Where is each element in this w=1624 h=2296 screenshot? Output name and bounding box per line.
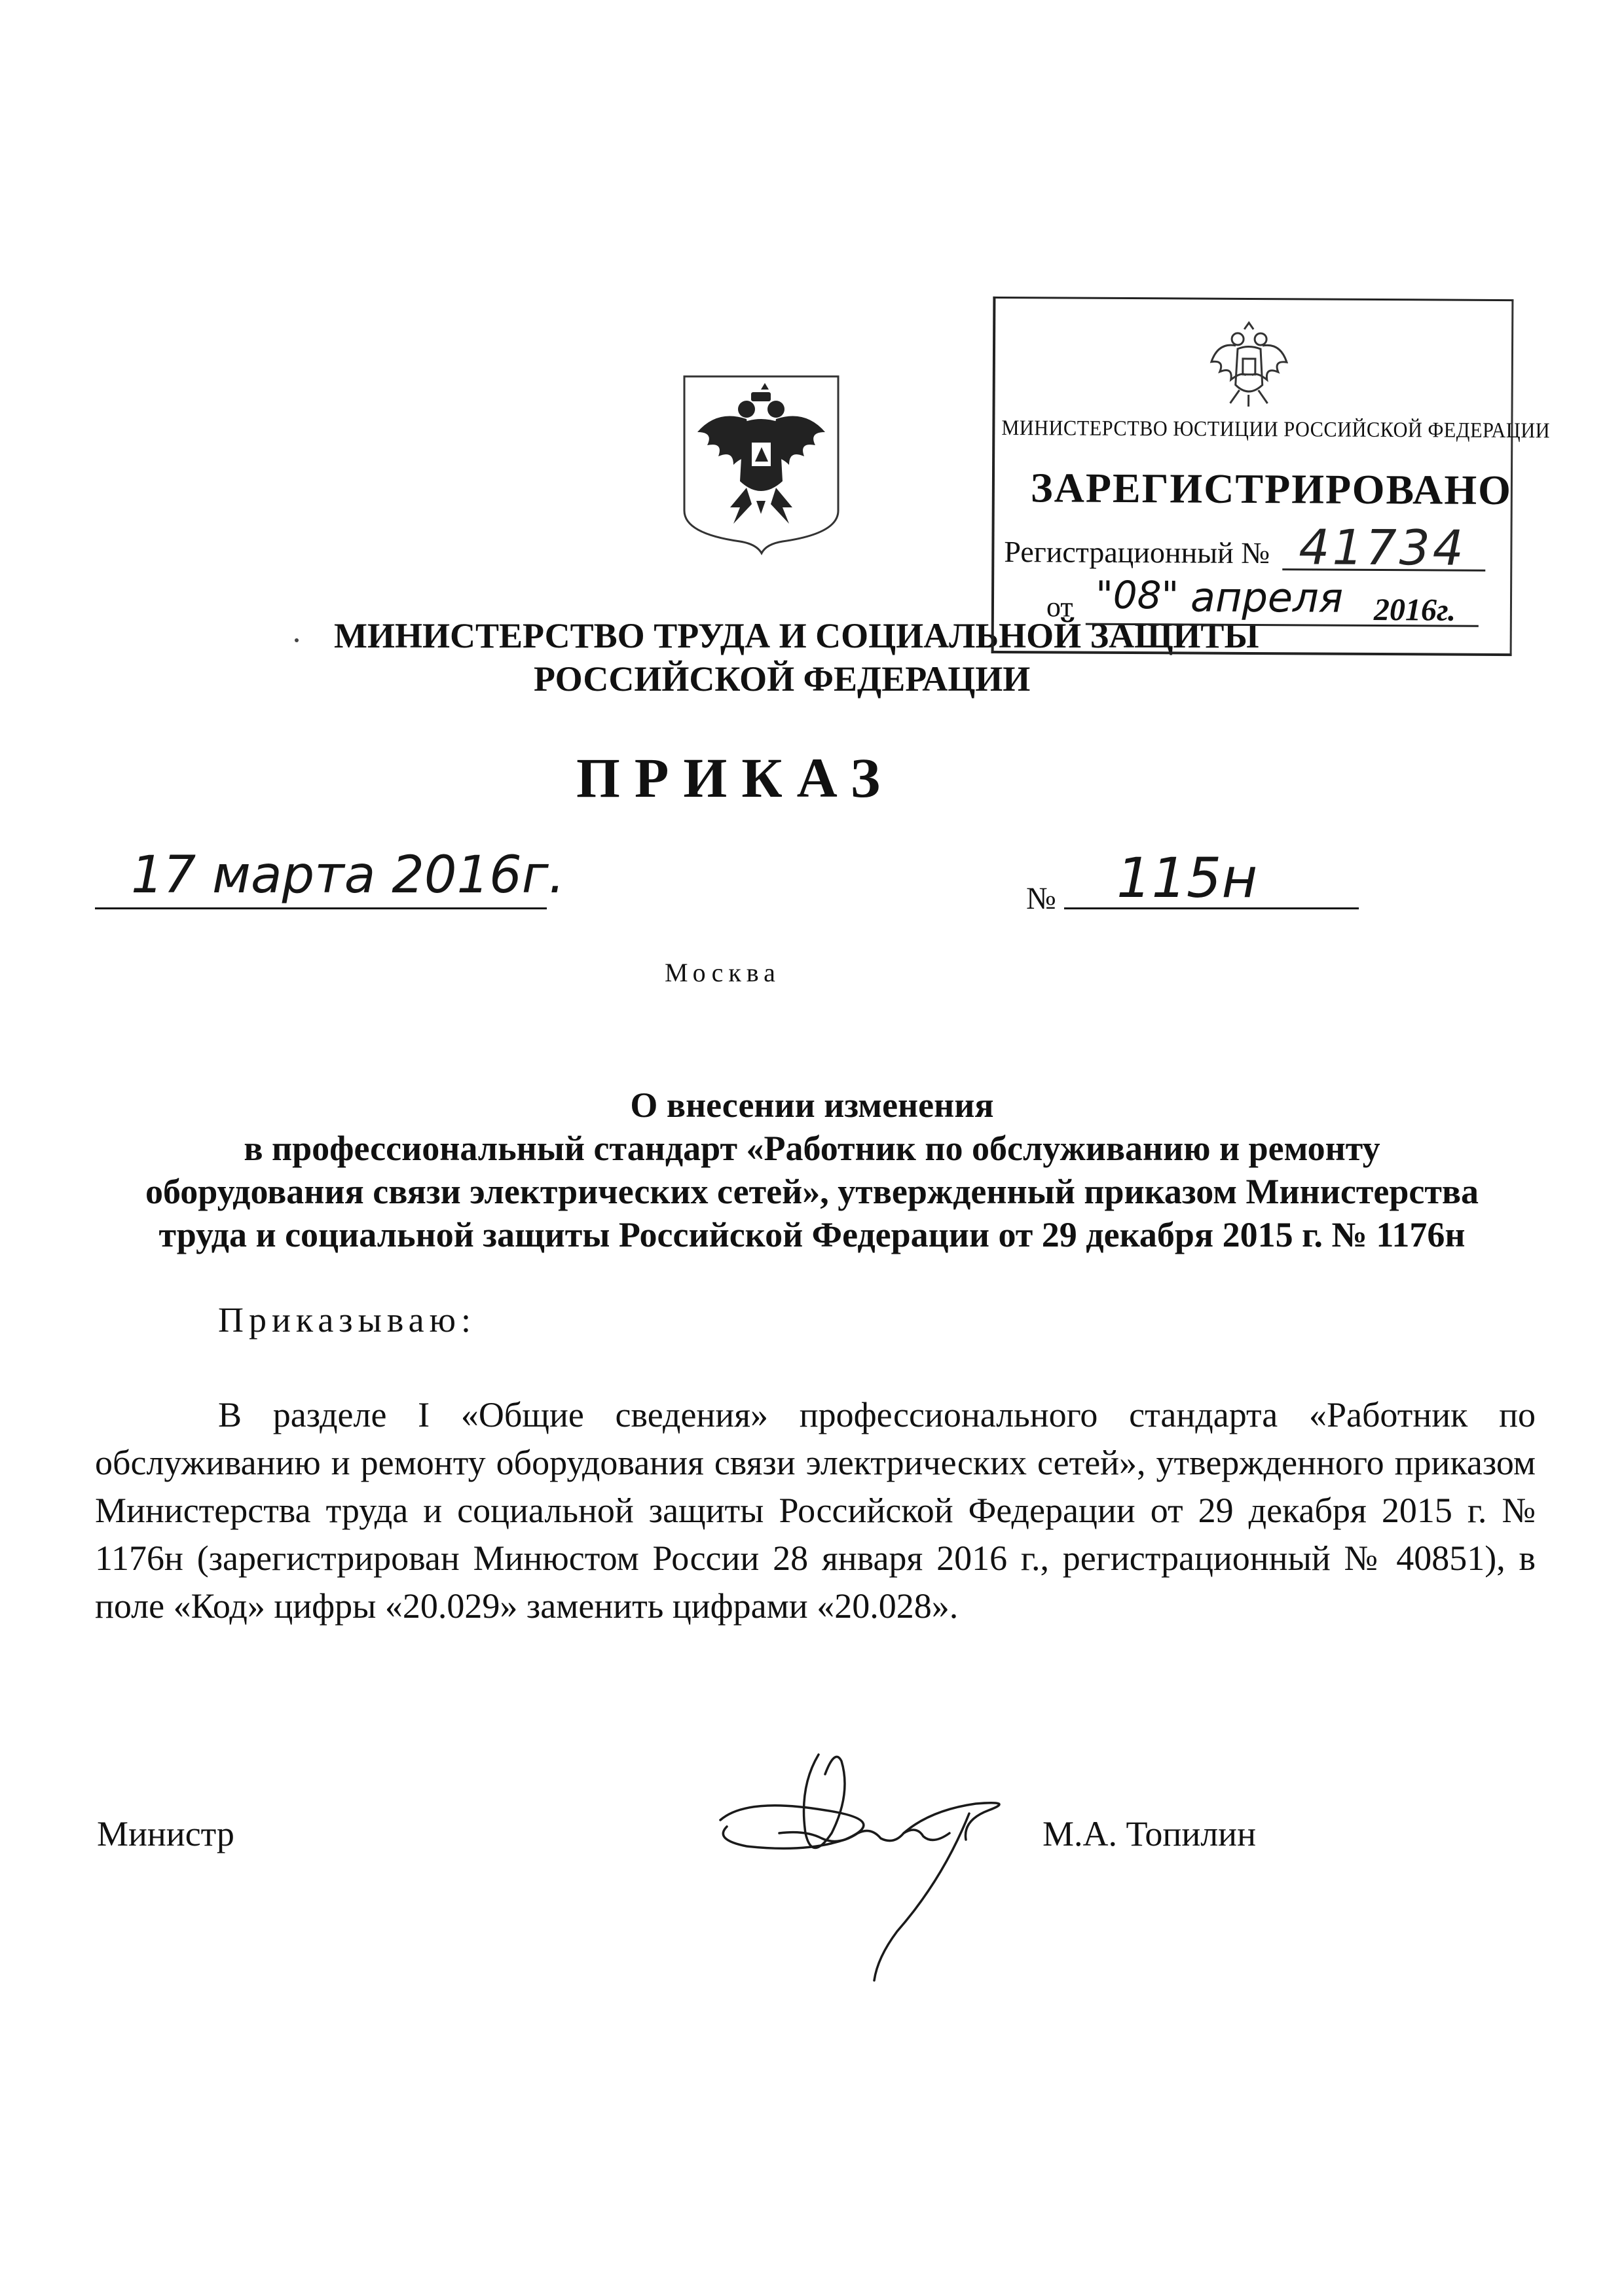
subject-line1: О внесении изменения xyxy=(630,1085,994,1125)
subject-line2: в профессиональный стандарт «Работник по обслуживанию и ремонту xyxy=(244,1129,1380,1168)
order-city: Москва xyxy=(665,958,781,987)
stamp-date-prefix: от xyxy=(1046,591,1073,623)
scan-speck xyxy=(295,638,299,642)
ministry-name-line1: МИНИСТЕРСТВО ТРУДА И СОЦИАЛЬНОЙ ЗАЩИТЫ xyxy=(334,616,1259,655)
order-subject xyxy=(92,1084,1532,1256)
registration-stamp xyxy=(991,297,1551,656)
document-title: ПРИКАЗ xyxy=(576,746,895,809)
order-date: 17 марта 2016г. xyxy=(131,846,565,905)
subject-line3: оборудования связи электрических сетей», утвержденный приказом Министерства xyxy=(145,1172,1479,1211)
order-body-paragraph: В разделе I «Общие сведения» профессионального стандарта «Работник по обслуживанию и ремонту оборудования связи электрических сетей», утвержденного приказом Министерства труда и социальной защиты Российской Федерации от 29 декабря 2015 г. № 1176н (зарегистрирован Минюстом России 28 января 2016 г., регистрационный № 40851), в поле «Код» цифры «20.029» заменить цифрами «20.028». xyxy=(95,1395,1536,1626)
stamp-date-month: апреля xyxy=(1190,573,1344,622)
order-directive: Приказываю: xyxy=(218,1300,476,1339)
order-number-underline xyxy=(1064,907,1359,909)
signatory-name: М.А. Топилин xyxy=(1043,1814,1256,1853)
ministry-name-line2: РОССИЙСКОЙ ФЕДЕРАЦИИ xyxy=(534,659,1031,699)
order-number-sign: № xyxy=(1026,881,1056,916)
handwritten-signature xyxy=(707,1735,1074,1984)
stamp-date-day: "08" xyxy=(1095,572,1179,618)
stamp-ministry-name: МИНИСТЕРСТВО ЮСТИЦИИ РОССИЙСКОЙ ФЕДЕРАЦИИ xyxy=(1001,416,1551,443)
stamp-regno-value: 41734 xyxy=(1299,519,1467,577)
subject-line4: труда и социальной защиты Российской Федерации от 29 декабря 2015 г. № 1176н xyxy=(158,1215,1466,1254)
coat-of-arms-icon xyxy=(678,370,845,560)
stamp-eagle-icon xyxy=(1208,319,1291,412)
stamp-registered-label: ЗАРЕГИСТРИРОВАНО xyxy=(1030,464,1513,514)
stamp-date-year: 2016г. xyxy=(1373,592,1456,628)
signatory-position: Министр xyxy=(97,1814,234,1853)
stamp-regno-label: Регистрационный № xyxy=(1004,535,1270,570)
order-number: 115н xyxy=(1116,846,1258,910)
order-date-underline xyxy=(95,907,547,909)
